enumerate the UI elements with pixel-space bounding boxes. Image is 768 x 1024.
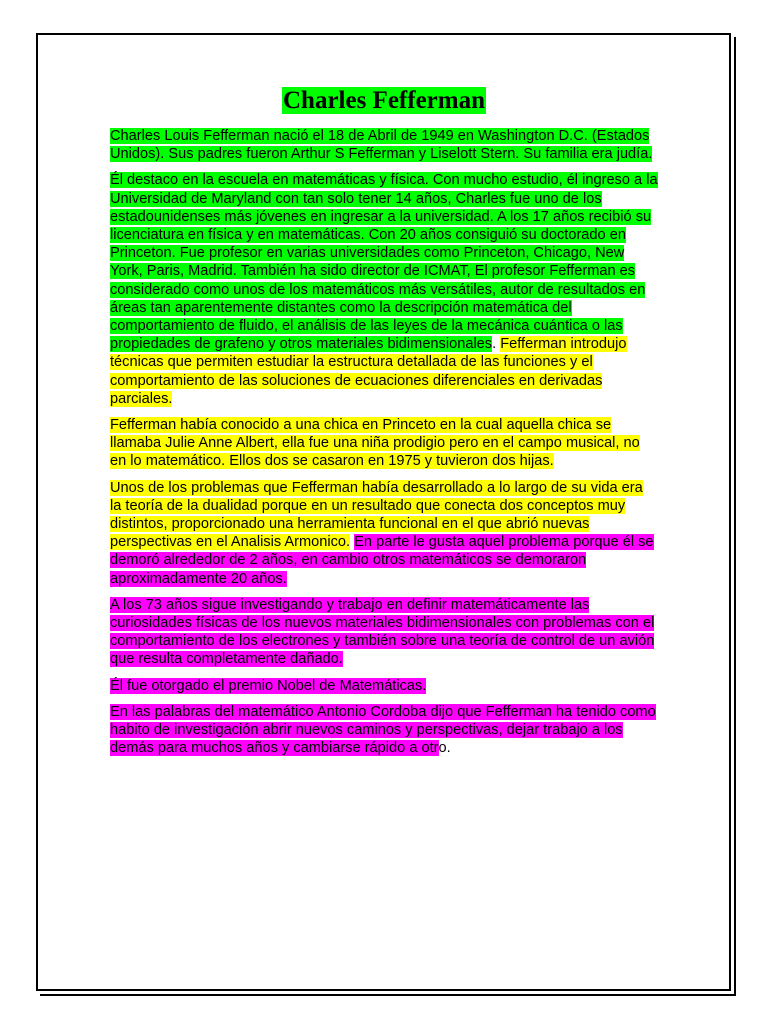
body-paragraph — [110, 479, 658, 588]
page-border-shadow-bottom — [40, 994, 736, 996]
text-segment: Fefferman había conocido a una chica en Princeto en la cual aquella chica se llamaba Julie Anne Albert, ella fue una niña prodigio pero en el campo musical, no en lo matemático. Ellos dos se casaron en 1975 y tuvieron dos hijas. — [110, 417, 640, 470]
body-paragraph — [110, 596, 658, 669]
body-paragraph — [110, 171, 658, 408]
text-segment: Unos de los problemas que Fefferman había desarrollado a lo largo de su vida era la teoría de la dualidad porque en un resultado que conecta dos conceptos muy distintos, proporcionado una herramienta funcional en el que abrió nuevas perspectivas en el Analisis Armonico. — [110, 479, 643, 551]
body-paragraph — [110, 677, 658, 695]
document-body — [110, 127, 658, 766]
body-paragraph — [110, 416, 658, 471]
text-segment: A los 73 años sigue investigando y trabajo en definir matemáticamente las curiosidades físicas de los nuevos materiales bidimensionales con problemas con el comportamiento de los electrones y también sobre una teoría de control de un avión que resulta completamente dañado. — [110, 596, 655, 668]
page-border-shadow-right — [734, 37, 736, 995]
text-segment: Fefferman introdujo técnicas que permiten estudiar la estructura detallada de las funciones y el comportamiento de las soluciones de ecuaciones diferenciales en derivadas parciales. — [110, 336, 627, 407]
text-segment: . — [492, 336, 501, 353]
text-segment: Él destaco en la escuela en matemáticas y física. Con mucho estudio, él ingreso a la Universidad de Maryland con tan solo tener 14 años, Charles fue uno de los estadounidenses más jóvenes en ingresar a la universidad. A los 17 años recibió su licenciatura en física y en matemáticas. Con 20 años consiguió su doctorado en Princeton. Fue profesor en varias universidades como Princeton, Chicago, New York, Paris, Madrid. También ha sido director de ICMAT, El profesor Fefferman es considerado como unos de los matemáticos más versátiles, autor de resultados en áreas tan aparentemente distantes como la descripción matemática del comportamiento de fluido, el análisis de las leyes de la mecánica cuántica o las propiedades de grafeno y otros materiales bidimensionales — [110, 172, 658, 353]
text-segment: o. — [438, 740, 451, 757]
body-paragraph — [110, 127, 658, 163]
text-segment: En las palabras del matemático Antonio Cordoba dijo que Fefferman ha tenido como habito de investigación abrir nuevos caminos y perspectivas, dejar trabajo a los demás para muchos años y cambiarse rápido a otr — [110, 703, 656, 757]
body-paragraph — [110, 703, 658, 758]
document-title: Charles Fefferman — [282, 87, 485, 114]
text-segment: Él fue otorgado el premio Nobel de Matemáticas. — [110, 677, 427, 694]
text-segment: En parte le gusta aquel problema porque él se demoró alrededor de 2 años, en cambio otros matemáticos se demoraron aproximadamente 20 años. — [110, 534, 654, 587]
document-title-container — [0, 86, 768, 116]
text-segment: Charles Louis Fefferman nació el 18 de Abril de 1949 en Washington D.C. (Estados Unidos). Sus padres fueron Arthur S Fefferman y Liselott Stern. Su familia era judía. — [110, 128, 653, 163]
